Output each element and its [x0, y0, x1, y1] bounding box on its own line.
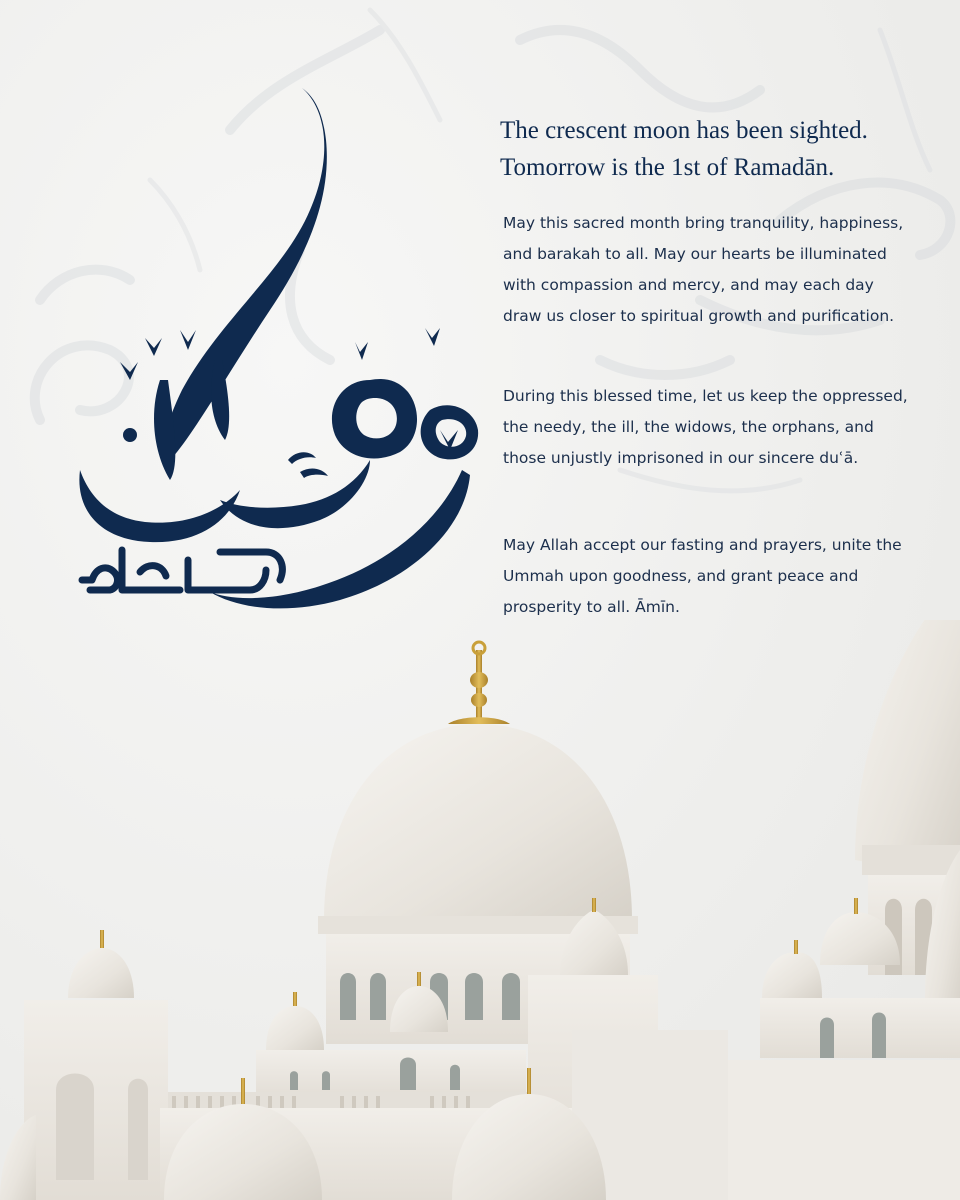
title-line-1: The crescent moon has been sighted. — [500, 117, 868, 144]
paragraph-blessing: May this sacred month bring tranquility, happiness, and barakah to all. May our hearts be illuminated with compassion and mercy, and may each day draw us closer to spiritual growth and purification. — [503, 214, 904, 325]
left-tower — [24, 930, 168, 1200]
ramadan-kareem-calligraphy — [70, 80, 490, 640]
far-right-wall — [728, 1060, 960, 1200]
page-title — [500, 112, 940, 186]
paragraph-prayer: May Allah accept our fasting and prayers, unite the Ummah upon goodness, and grant peace and prosperity to all. Āmīn. — [503, 536, 902, 616]
paragraph-remembrance: During this blessed time, let us keep the oppressed, the needy, the ill, the widows, the orphans, and those unjustly imprisoned in our sincere duʿā. — [503, 387, 908, 467]
title-line-2: Tomorrow is the 1st of Ramadān. — [500, 154, 835, 181]
kareem-text: كريم — [170, 625, 172, 626]
mosque-illustration — [0, 620, 960, 1200]
